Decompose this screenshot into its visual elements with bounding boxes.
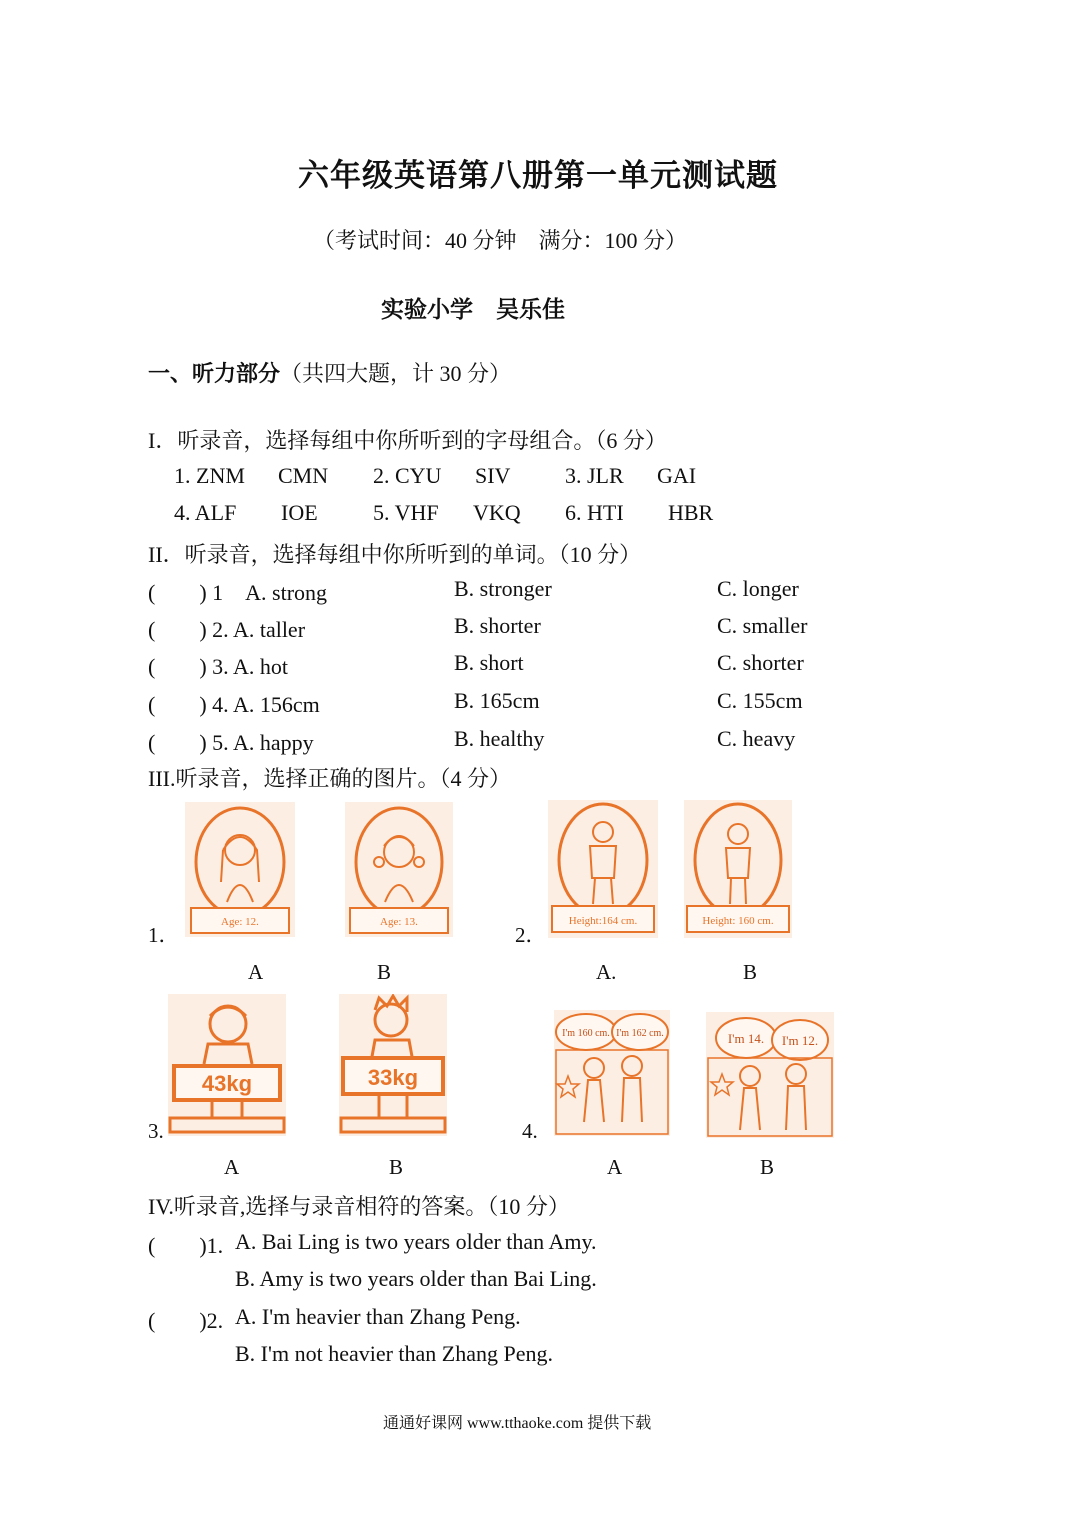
question-choice-a: ( ) 2. A. taller [148,617,306,642]
option-label-b: B [760,1155,775,1179]
letter-group: CMN [278,463,329,488]
letter-group: HBR [668,500,714,525]
picture-question-number: 4. [522,1119,538,1143]
letter-group: GAI [657,463,697,488]
picture-question-number: 2． [515,923,547,947]
two-kids-age-picture[interactable] [706,1012,834,1138]
question-choice-c: C. longer [717,576,799,601]
option-a-sentence: A. I'm heavier than Zhang Peng. [235,1304,521,1329]
speech-bubble: I'm 14. [727,1031,765,1046]
option-label-b: B [389,1155,404,1179]
question-choice-c: C. shorter [717,650,804,675]
option-label-b: B [743,960,758,984]
letter-group: 2. CYU [373,463,442,488]
child-weight-33kg-picture[interactable] [339,994,447,1136]
weight-sign: 33kg [367,1065,419,1090]
question-choice-a: ( ) 5. A. happy [148,730,314,755]
question-choice-c: C. 155cm [717,688,803,713]
boy-height-160-picture[interactable] [684,800,792,938]
girl-age-13-picture[interactable] [345,802,453,937]
girl-age-12-picture[interactable] [185,802,295,937]
child-weight-43kg-picture[interactable] [168,994,286,1136]
part1-instruction: I．听录音，选择每组中你所听到的字母组合。（6 分） [148,428,667,453]
question-choice-b: B. shorter [454,613,541,638]
letter-group: 3. JLR [565,463,624,488]
weight-sign: 43kg [201,1071,253,1096]
part4-instruction: IV.听录音,选择与录音相符的答案。（10 分） [148,1194,570,1219]
section-title: 一、听力部分 [148,362,281,387]
two-kids-height-picture[interactable] [554,1010,670,1136]
letter-group: VKQ [473,500,521,525]
question-choice-c: C. smaller [717,613,808,638]
answer-blank: ( )2. [148,1308,224,1333]
exam-info: （考试时间：40 分钟 满分：100 分） [313,228,688,253]
footer-source: 通通好课网 www.tthaoke.com 提供下载 [383,1415,652,1432]
letter-group: 1. ZNM [174,463,245,488]
letter-group: SIV [475,463,511,488]
question-choice-b: B. healthy [454,726,545,751]
question-choice-a: ( ) 3. A. hot [148,654,288,679]
question-choice-a: ( ) 1 A. strong [148,580,328,605]
question-choice-b: B. short [454,650,524,675]
picture-caption: Height:164 cm. [568,915,638,927]
option-label-a: A [607,1155,623,1179]
question-choice-a: ( ) 4. A. 156cm [148,692,320,717]
letter-group: 4. ALF [174,500,237,525]
option-label-b: B [377,960,392,984]
picture-caption: Height: 160 cm. [702,915,774,927]
option-b-sentence: B. Amy is two years older than Bai Ling. [235,1266,597,1291]
question-choice-b: B. stronger [454,576,552,601]
question-choice-b: B. 165cm [454,688,540,713]
option-label-a: A. [596,960,617,984]
author-line: 实验小学 吴乐佳 [381,297,565,323]
boy-height-164-picture[interactable] [548,800,658,938]
section-note: （共四大题，计 30 分） [280,361,512,386]
speech-bubble: I'm 162 cm. [616,1028,664,1039]
letter-group: IOE [281,500,318,525]
letter-group: 6. HTI [565,500,624,525]
section-heading [148,357,511,388]
picture-caption: Age: 13. [380,916,418,928]
option-b-sentence: B. I'm not heavier than Zhang Peng. [235,1341,554,1366]
picture-question-number: 3. [148,1119,164,1143]
option-a-sentence: A. Bai Ling is two years older than Amy. [235,1229,597,1254]
part2-instruction: II．听录音，选择每组中你所听到的单词。（10 分） [148,542,642,567]
option-label-a: A [224,1155,240,1179]
option-label-a: A [248,960,264,984]
picture-caption: Age: 12. [221,916,259,928]
letter-group: 5. VHF [373,500,439,525]
question-choice-c: C. heavy [717,726,796,751]
answer-blank: ( )1. [148,1233,224,1258]
speech-bubble: I'm 160 cm. [562,1028,610,1039]
part3-instruction: III.听录音，选择正确的图片。（4 分） [148,766,511,791]
picture-question-number: 1． [148,923,180,947]
speech-bubble: I'm 12. [781,1033,819,1048]
page-title: 六年级英语第八册第一单元测试题 [298,158,778,194]
